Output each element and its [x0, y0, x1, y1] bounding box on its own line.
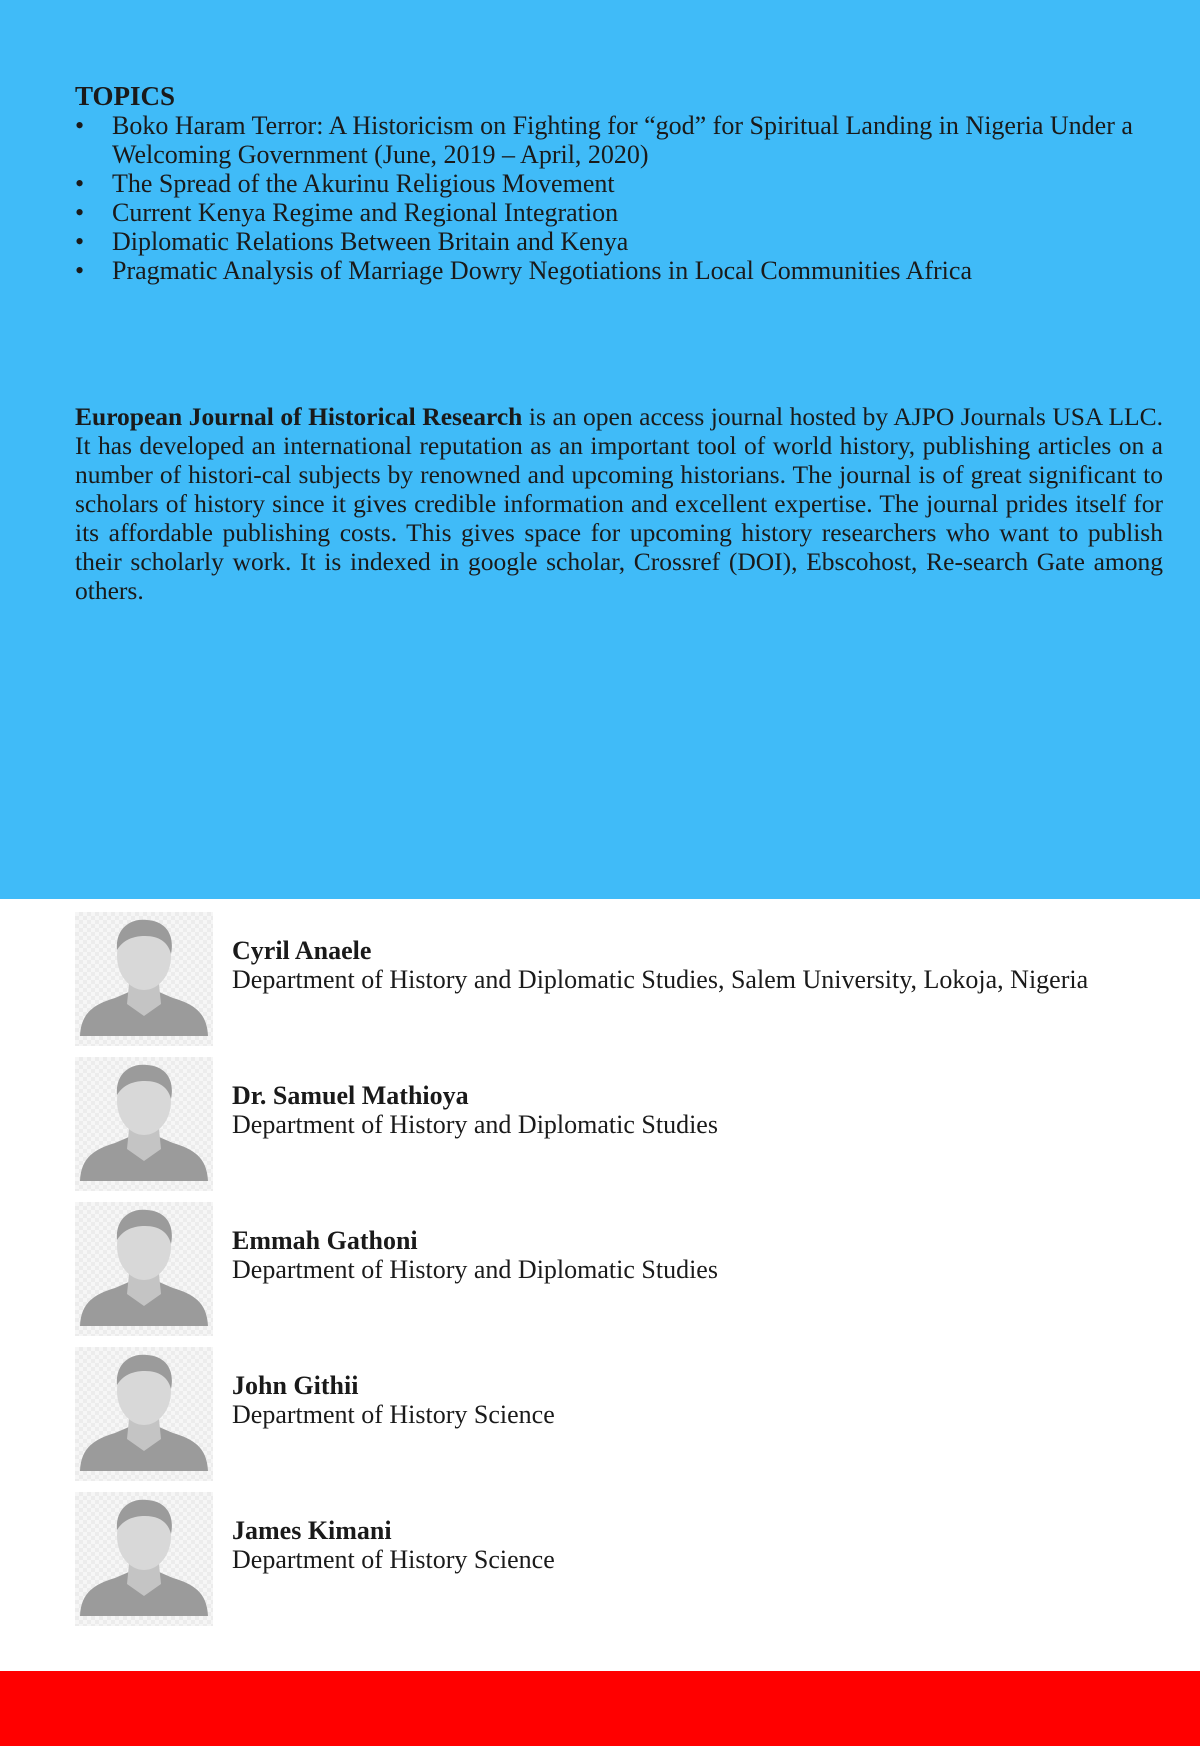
bullet-icon: •	[75, 198, 85, 227]
avatar-silhouette	[75, 1492, 213, 1626]
topic-item	[75, 169, 1163, 198]
topic-text: Boko Haram Terror: A Historicism on Fighting for “god” for Spiritual Landing in Nigeria Under a Welcoming Government (June, 2019 – April, 2020)	[112, 111, 1133, 169]
person-placeholder-icon	[75, 1057, 213, 1191]
topic-item	[75, 227, 1163, 256]
journal-name: European Journal of Historical Research	[75, 402, 523, 431]
topic-text: Pragmatic Analysis of Marriage Dowry Negotiations in Local Communities Africa	[112, 256, 972, 285]
topic-text: Current Kenya Regime and Regional Integration	[112, 198, 619, 227]
person-placeholder-icon	[75, 1202, 213, 1336]
author-card	[75, 1347, 1163, 1492]
author-department: Department of History and Diplomatic Studies	[232, 1255, 718, 1284]
author-card	[75, 1202, 1163, 1347]
author-card	[75, 1492, 1163, 1637]
avatar-silhouette	[75, 1347, 213, 1481]
authors-list	[75, 912, 1163, 1637]
avatar-silhouette	[75, 1057, 213, 1191]
author-name: James Kimani	[232, 1516, 392, 1545]
bullet-icon: •	[75, 256, 85, 285]
topic-item	[75, 198, 1163, 227]
author-info	[232, 1226, 1162, 1284]
author-department: Department of History Science	[232, 1545, 555, 1574]
topics-list	[75, 111, 1163, 285]
author-card	[75, 1057, 1163, 1202]
author-info	[232, 936, 1162, 994]
avatar-silhouette	[75, 912, 213, 1046]
journal-description	[75, 402, 1163, 605]
person-placeholder-icon	[75, 1347, 213, 1481]
topic-item	[75, 256, 1163, 285]
person-placeholder-icon	[75, 912, 213, 1046]
author-department: Department of History Science	[232, 1400, 555, 1429]
avatar-silhouette	[75, 1202, 213, 1336]
author-info	[232, 1371, 1162, 1429]
author-info	[232, 1081, 1162, 1139]
person-placeholder-icon	[75, 1492, 213, 1626]
topic-text: The Spread of the Akurinu Religious Movement	[112, 169, 615, 198]
topics-heading: TOPICS	[75, 81, 176, 111]
author-department: Department of History and Diplomatic Studies	[232, 1110, 718, 1139]
author-name: Emmah Gathoni	[232, 1226, 418, 1255]
author-info	[232, 1516, 1162, 1574]
author-name: Dr. Samuel Mathioya	[232, 1081, 469, 1110]
topic-item	[75, 111, 1163, 169]
topic-text: Diplomatic Relations Between Britain and Kenya	[112, 227, 629, 256]
author-name: Cyril Anaele	[232, 936, 372, 965]
bullet-icon: •	[75, 111, 85, 140]
author-department: Department of History and Diplomatic Studies, Salem University, Lokoja, Nigeria	[232, 965, 1089, 994]
journal-description-text: is an open access journal hosted by AJPO Journals USA LLC. It has developed an international reputation as an important tool of world history, publishing articles on a number of histori-cal subjects by renowned and upcoming historians. The journal is of great significant to scholars of history since it gives credible information and excellent expertise. The journal prides itself for its affordable publishing costs. This gives space for upcoming history researchers who want to publish their scholarly work. It is indexed in google scholar, Crossref (DOI), Ebscohost, Re-search Gate among others.	[75, 402, 1163, 605]
bottom-color-bar	[0, 1671, 1200, 1746]
bullet-icon: •	[75, 227, 85, 256]
author-card	[75, 912, 1163, 1057]
author-name: John Githii	[232, 1371, 359, 1400]
bullet-icon: •	[75, 169, 85, 198]
